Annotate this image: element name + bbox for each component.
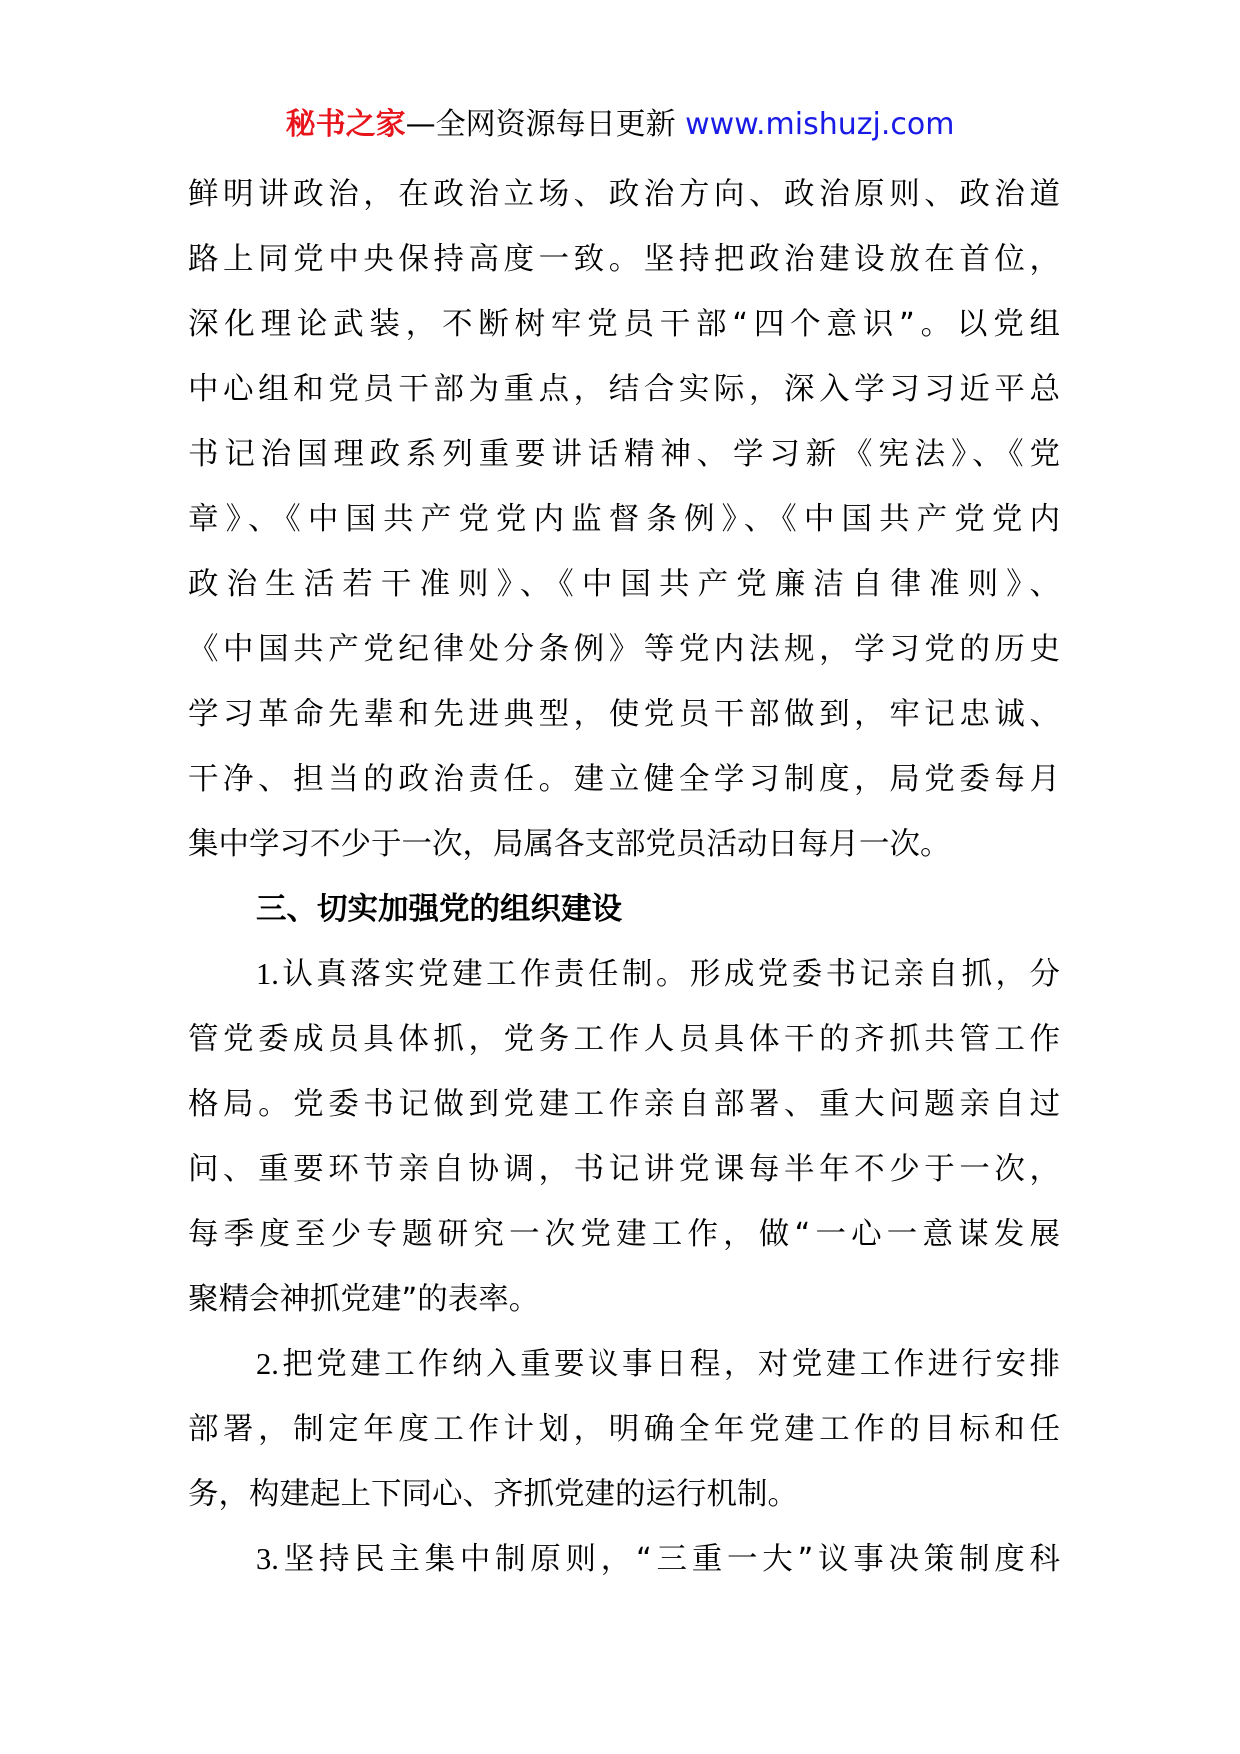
text-line: 章》、《中国共产党党内监督条例》、《中国共产党党内	[188, 502, 1060, 537]
text-line: 学习革命先辈和先进典型，使党员干部做到，牢记忠诚、	[188, 697, 1060, 732]
text-line: 《中国共产党纪律处分条例》等党内法规，学习党的历史	[188, 632, 1060, 667]
text-line: 中心组和党员干部为重点，结合实际，深入学习习近平总	[188, 372, 1060, 407]
text-line: 务，构建起上下同心、齐抓党建的运行机制。	[188, 1477, 798, 1512]
text-line: 深化理论武装，不断树牢党员干部“四个意识”。以党组	[188, 307, 1060, 342]
text-line	[188, 1527, 1060, 1592]
text-line-content: 认真落实党建工作责任制。形成党委书记亲自抓，分	[278, 957, 1060, 992]
text-line-content: 坚持民主集中制原则，“三重一大”议事决策制度科	[278, 1542, 1060, 1577]
text-line: 问、重要环节亲自协调，书记讲党课每半年不少于一次，	[188, 1152, 1060, 1187]
text-line: 集中学习不少于一次，局属各支部党员活动日每月一次。	[188, 827, 951, 862]
item-number: 3.	[256, 1542, 279, 1576]
section-heading: 三、切实加强党的组织建设	[256, 892, 622, 927]
item-number: 1.	[256, 957, 279, 991]
header-tagline: —全网资源每日更新	[405, 107, 686, 142]
paragraph-item-3	[188, 1527, 1060, 1592]
site-url[interactable]: www.mishuzj.com	[685, 107, 955, 142]
paragraph-political-building	[188, 162, 1060, 877]
paragraph-item-1	[188, 942, 1060, 1332]
document-body	[188, 162, 1060, 1592]
text-line: 部署，制定年度工作计划，明确全年党建工作的目标和任	[188, 1412, 1060, 1447]
text-line: 聚精会神抓党建”的表率。	[188, 1282, 540, 1317]
brand-name: 秘书之家	[285, 107, 406, 142]
text-line	[188, 1332, 1060, 1397]
text-line: 书记治国理政系列重要讲话精神、学习新《宪法》、《党	[188, 437, 1060, 472]
text-line: 路上同党中央保持高度一致。坚持把政治建设放在首位，	[188, 242, 1060, 277]
text-line: 政治生活若干准则》、《中国共产党廉洁自律准则》、	[188, 567, 1060, 602]
text-line: 鲜明讲政治，在政治立场、政治方向、政治原则、政治道	[188, 177, 1060, 212]
text-line: 格局。党委书记做到党建工作亲自部署、重大问题亲自过	[188, 1087, 1060, 1122]
text-line: 干净、担当的政治责任。建立健全学习制度，局党委每月	[188, 762, 1060, 797]
text-line	[188, 942, 1060, 1007]
site-header	[0, 102, 1240, 148]
text-line-content: 把党建工作纳入重要议事日程，对党建工作进行安排	[278, 1347, 1060, 1382]
text-line: 管党委成员具体抓，党务工作人员具体干的齐抓共管工作	[188, 1022, 1060, 1057]
paragraph-item-2	[188, 1332, 1060, 1527]
text-line: 每季度至少专题研究一次党建工作，做“一心一意谋发展	[188, 1217, 1060, 1252]
item-number: 2.	[256, 1347, 279, 1381]
